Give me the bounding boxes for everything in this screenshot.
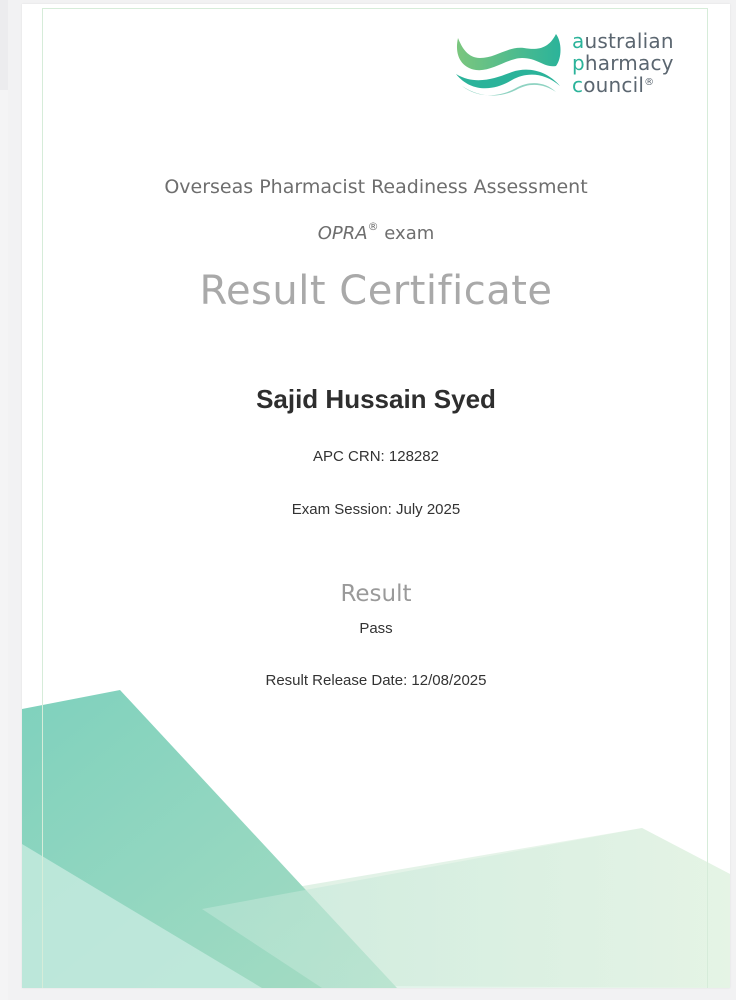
result-release-date: Result Release Date: 12/08/2025 <box>265 672 487 689</box>
apc-logo-wordmark <box>572 30 674 96</box>
exam-registered-mark: ® <box>367 220 379 233</box>
exam-session: Exam Session: July 2025 <box>291 501 461 518</box>
left-edge-strip-top <box>0 0 8 90</box>
certificate-title: Result Certificate <box>199 268 553 314</box>
apc-crn: APC CRN: 128282 <box>313 448 439 465</box>
apc-logo <box>452 28 692 108</box>
logo-line-pharmacy: pharmacy <box>572 51 674 75</box>
exam-name <box>22 222 730 244</box>
exam-abbrev: OPRA <box>317 223 368 244</box>
candidate-name: Sajid Hussain Syed <box>256 384 496 414</box>
result-value: Pass <box>359 620 393 637</box>
certificate-page <box>22 4 730 988</box>
exam-suffix: exam <box>378 223 435 244</box>
left-edge-strip <box>0 0 8 1000</box>
logo-line-council: council® <box>572 73 655 97</box>
assessment-subtitle: Overseas Pharmacist Readiness Assessment <box>164 176 588 198</box>
background-decoration <box>22 4 730 988</box>
logo-line-australian: australian <box>572 29 674 53</box>
apc-logo-mark-icon <box>452 28 564 102</box>
result-heading: Result <box>340 581 412 607</box>
